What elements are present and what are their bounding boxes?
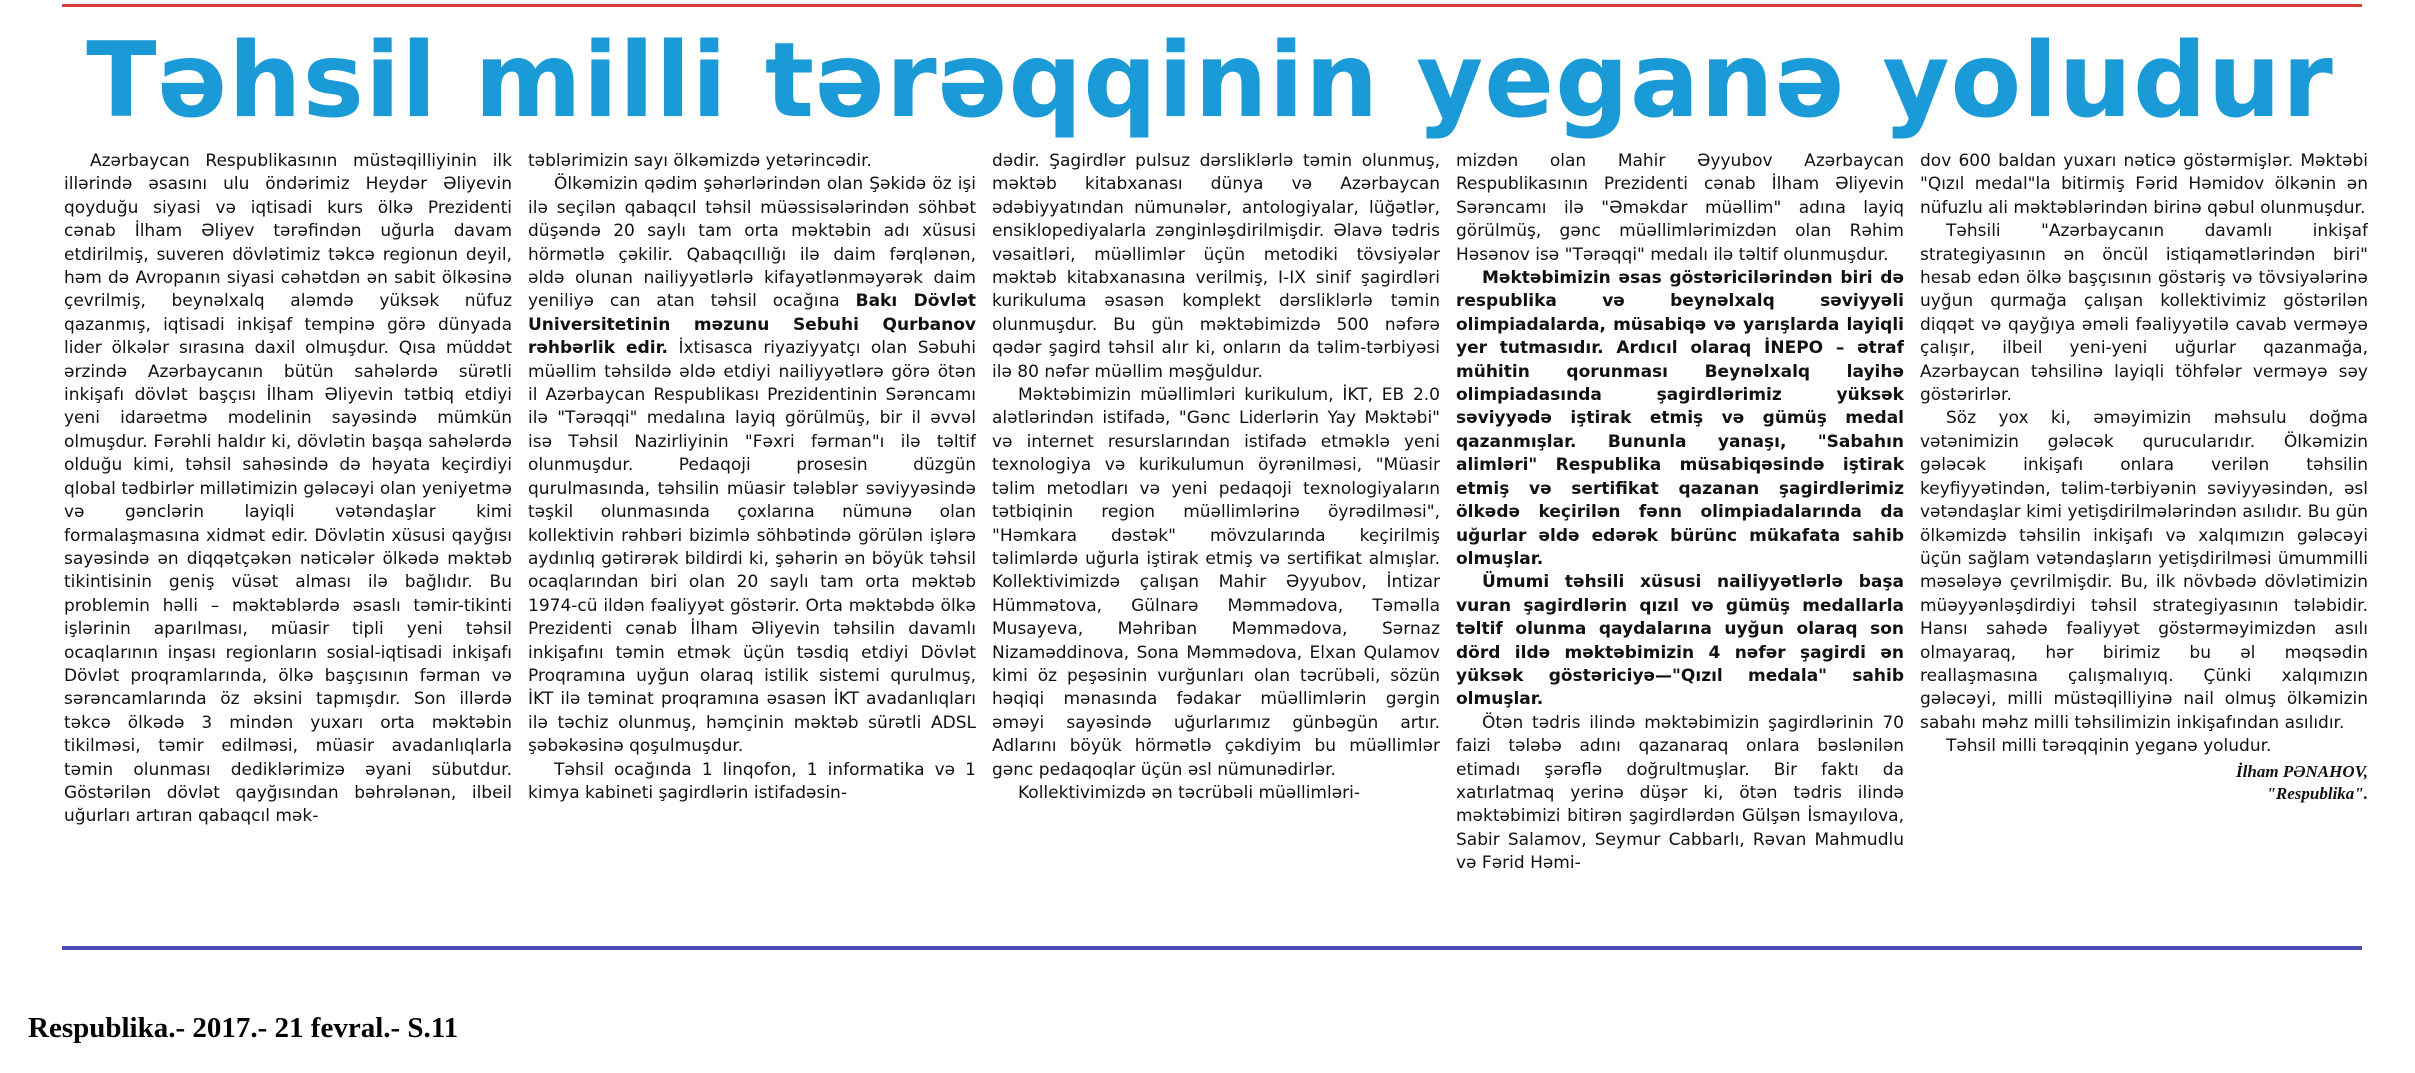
- paragraph: [528, 173, 976, 758]
- bottom-rule: [62, 946, 2362, 950]
- author-name: İlham PƏNAHOV,: [2236, 761, 2368, 781]
- article-headline: Təhsil milli tərəqqinin yeganə yoludur: [86, 21, 2334, 141]
- paragraph: Təhsil milli tərəqqinin yeganə yoludur.: [1946, 736, 2272, 757]
- article-body: [64, 150, 2368, 926]
- paragraph: Kollektivimizdə ən təcrübəli müəllimləri-: [1018, 782, 1361, 803]
- paragraph-text: Ölkəmizin qədim şəhərlərindən olan Şəkidə öz işi ilə seçilən qabaqcıl təhsil müəssisələrindən söhbət düşəndə 20 saylı tam orta məktəbin adı xüsusi hörmətlə çəkilir. Qabaqcıllığı ilə daim fərqlənən, əldə olunan nailiyyətlərlə kifayətlənməyərək daim yeniliyə can atan təhsil ocağına: [528, 174, 976, 312]
- paragraph: Söz yox ki, əməyimizin məhsulu doğma vətənimizin gələcək qurucularıdır. Ölkəmizin gələcək inkişafı onlara verilən təhsilin keyfiyyətindən, təlim-tərbiyənin səviyyəsindən, əsl vətəndaşlar kimi yetişdirilmələrindən asılıdır. Bu gün ölkəmizdə təhsilin inkişafı və xalqımızın gələcəyi üçün sağlam vətəndaşların yetişdirilməsi ümummilli məsələyə çevrilmişdir. Bu, ilk növbədə dövlətimizin müəyyənləşdirdiyi təhsil strategiyasının tələbidir. Hansı sahədə fəaliyyət göstərməyimizdən asılı olmayaraq, hər birimiz bu əl məqsədin reallaşmasına çalışmalıyıq. Çünki xalqımızın gələcəyi, milli müstəqilliyinə nail olmuş ölkəmizin sabahı məhz milli təhsilimizin inkişafından asılıdır.: [1920, 408, 2368, 733]
- author-signature: [1920, 761, 2368, 805]
- paragraph: dov 600 baldan yuxarı nəticə göstərmişlər. Məktəbi "Qızıl medal"la bitirmiş Fərid Həmidov ölkənin ən nüfuzlu ali məktəblərindən birinə qəbul olunmuşdur.: [1920, 151, 2368, 218]
- paragraph: Azərbaycan Respublikasının müstəqilliyinin ilk illərində əsasını ulu öndərimiz Heydər Əliyevin qoyduğu siyasi və iqtisadi kurs ölkə Prezidenti cənab İlham Əliyev tərəfindən uğurla davam etdirilmiş, suveren dövlətimiz təkcə regionun deyil, həm də Avropanın siyasi cəhətdən ən sabit ölkəsinə çevrilmiş, beynəlxalq aləmdə yüksək nüfuz qazanmış, iqtisadi inkişaf tempinə görə dünyada lider ölkələr sırasına daxil olmuşdur. Qısa müddət ərzində Azərbaycanın bütün sahələrdə sürətli inkişafı dövlət başçısı İlham Əliyevin tətbiq etdiyi yeni idarəetmə modelinin sayəsində mümkün olmuşdur. Fərəhli haldır ki, dövlətin başqa sahələrdə olduğu kimi, təhsil sahəsində də həyata keçirdiyi qlobal tədbirlər millətimizin gələcəyi olan yeniyetmə və gənclərin layiqli vətəndaşlar kimi formalaşmasına xidmət edir. Dövlətin xüsusi qayğısı sayəsində ən diqqətçəkən nəticələr ölkədə məktəb tikintisinin geniş vüsət alması ilə bağlıdır. Bu problemin həlli – məktəblərdə əsaslı təmir-tikinti işlərinin aparılması, müasir tipli yeni təhsil ocaqlarının inşası regionların sosial-iqtisadi inkişafı Dövlət proqramlarında, ölkə başçısının fərman və sərəncamlarında öz əksini tapmışdır. Son illərdə təkcə ölkədə 3 mindən yuxarı orta məktəbin tikilməsi, təmir edilməsi, müasir avadanlıqlarla təmin olunması dediklərimizə əyani sübutdur. Göstərilən dövlət qayğısından bəhrələnən, ilbeil uğurları artıran qabaqcıl mək-: [64, 151, 512, 827]
- paragraph: dədir. Şagirdlər pulsuz dərsliklərlə təmin olunmuş, məktəb kitabxanası dünya və Azərbaycan ədəbiyyatından nümunələr, antologiyalar, lüğətlər, ensiklopediyalarla zənginləşdirilmişdir. Əlavə tədris vəsaitləri, müəllimlər üçün metodiki tövsiyələr məktəb kitabxanasına verilmiş, I-IX sinif şagirdləri kurikuluma əsasən komplekt dərsliklərlə təmin olunmuşdur. Bu gün məktəbimizdə 500 nəfərə qədər şagird təhsil alır ki, onların da təlim-tərbiyəsi ilə 80 nəfər müəllim məşğuldur.: [992, 151, 1440, 382]
- article-column-1: [64, 150, 512, 926]
- paragraph-bold: Məktəbimizin əsas göstəricilərindən biri də respublika və beynəlxalq səviyyəli olimpiadalarda, müsabiqə və yarışlarda layiqli yer tutmasıdır. Ardıcıl olaraq İNEPO – ətraf mühitin qorunması Beynəlxalq layihə olimpiadasında şagirdlərimiz yüksək səviyyədə iştirak etmiş və gümüş medal qazanmışlar. Bununla yanaşı, "Sabahın alimləri" Respublika müsabiqəsində iştirak etmiş və sertifikat qazanan şagirdlərimiz ölkədə keçirilən fənn olimpiadalarında da uğurlar əldə edərək bürünc mükafata sahib olmuşlar.: [1456, 268, 1904, 569]
- paragraph: Təhsili "Azərbaycanın davamlı inkişaf strategiyasının ən öncül istiqamətlərindən biri" hesab edən ölkə başçısının göstəriş və tövsiyələrinə uyğun qurmağa çalışan kollektivimiz göstərilən diqqət və qayğıya əməli fəaliyyətilə cavab verməyə çalışır, ilbeil yeni-yeni uğurlar qazanmağa, Azərbaycan təhsilinə layiqli töhfələr verməyə səy göstərirlər.: [1920, 221, 2368, 406]
- paragraph: Ötən tədris ilində məktəbimizin şagirdlərinin 70 faizi tələbə adını qazanaraq onlara bəslənilən etimadı şərəflə doğrultmuşlar. Bir faktı da xatırlatmaq yerinə düşər ki, ötən tədris ilində məktəbimizi bitirən şagirdlərdən Gülşən İsmayılova, Sabir Salamov, Seymur Cabbarlı, Rəvan Mahmudlu və Fərid Həmi-: [1456, 712, 1904, 874]
- paragraph: Təhsil ocağında 1 linqofon, 1 informatika və 1 kimya kabineti şagirdlərin istifadəsin-: [528, 759, 976, 803]
- paragraph-text: İxtisasca riyaziyyatçı olan Səbuhi müəllim təhsildə əldə etdiyi nailiyyətlərə görə ötən il Azərbaycan Respublikası Prezidentinin Sərəncamı ilə "Tərəqqi" medalına layiq görülmüş, bir il əvvəl isə Təhsil Nazirliyinin "Fəxri fərman"ı ilə təltif olunmuşdur. Pedaqoji prosesin düzgün qurulmasında, təhsilin müasir tələblər səviyyəsində təşkil olunmasında çoxlarına nümunə olan kollektivin rəhbəri bizimlə söhbətində görülən işlərə aydınlıq gətirərək bildirdi ki, şəhərin ən böyük təhsil ocaqlarından biri olan 20 saylı tam orta məktəb 1974-cü ildən fəaliyyət göstərir. Orta məktəbdə ölkə Prezidenti cənab İlham Əliyevin təhsilin davamlı inkişafını təmin etmək üçün təsdiq etdiyi Dövlət Proqramına uyğun olaraq istilik sistemi qurulmuş, İKT ilə təminat proqramına əsasən İKT avadanlıqları ilə təchiz olunmuş, həmçinin məktəb sürətli ADSL şəbəkəsinə qoşulmuşdur.: [528, 338, 976, 757]
- paragraph-bold: Ümumi təhsili xüsusi nailiyyətlərlə başa vuran şagirdlərin qızıl və gümüş medallarla təltif olunma qaydalarına uyğun olaraq son dörd ildə məktəbimizin 4 nəfər şagirdi ən yüksək göstəriciyə—"Qızıl medala" sahib olmuşlar.: [1456, 572, 1904, 710]
- author-source: "Respublika".: [2266, 783, 2368, 803]
- paragraph: Məktəbimizin müəllimləri kurikulum, İKT, EB 2.0 alətlərindən istifadə, "Gənc Liderlərin Yay Məktəbi" və internet resurslarından istifadə etməklə yeni texnologiya və kurikulumun öyrənilməsi, "Müasir təlim metodları və yeni pedaqoji texnologiyaların tətbiqinin region müəllimlərinə öyrədilməsi", "Həmkara dəstək" mövzularında keçirilmiş təlimlərdə uğurla iştirak etmiş və sertifikat almışlar. Kollektivimizdə çalışan Mahir Əyyubov, İntizar Hümmətova, Gülnarə Məmmədova, Təməlla Musayeva, Məhriban Məmmədova, Sərnaz Nizaməddinova, Sona Məmmədova, Elxan Qulamov kimi öz peşəsinin vurğunları olan təcrübəli, sözün həqiqi mənasında fədakar müəllimlərin gərgin əməyi sayəsində uğurlarımız günbəgün artır. Adlarını böyük hörmətlə çəkdiyim bu müəllimlər gənc pedaqoqlar üçün əsl nümunədirlər.: [992, 385, 1440, 780]
- article-column-2: [528, 150, 976, 926]
- article-column-4: [1456, 150, 1904, 926]
- paragraph: mizdən olan Mahir Əyyubov Azərbaycan Respublikasının Prezidenti cənab İlham Əliyevin Sərəncamı ilə "Əməkdar müəllim" adına layiq görülmüş, gənc müəllimlərimizdən olan Rəhim Həsənov isə "Tərəqqi" medalı ilə təltif olunmuşdur.: [1456, 151, 1904, 265]
- article-column-5: [1920, 150, 2368, 926]
- article-column-3: [992, 150, 1440, 926]
- source-citation: Respublika.- 2017.- 21 fevral.- S.11: [28, 1012, 459, 1044]
- paragraph: təblərimizin sayı ölkəmizdə yetərincədir.: [528, 151, 872, 171]
- principal-name: Bakı Dövlət Universitetinin məzunu Sebuhi Qurbanov rəhbərlik edir.: [528, 291, 976, 359]
